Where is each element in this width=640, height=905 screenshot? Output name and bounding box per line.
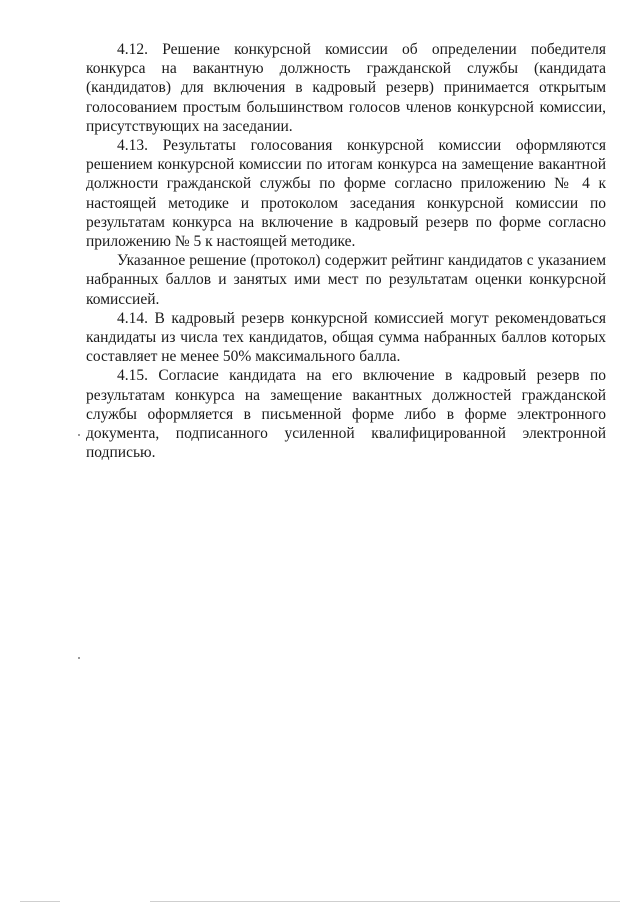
- paragraph-4-12: 4.12. Решение конкурсной комиссии об определении победителя конкурса на вакантную должность гражданской службы (кандидата (кандидатов) для включения в кадровый резерв) принимается открытым голосованием простым большинством голосов членов конкурсной комиссии, присутствующих на заседании.: [86, 41, 606, 135]
- scan-edge-line: [150, 901, 620, 902]
- paragraph-4-14: 4.14. В кадровый резерв конкурсной комиссией могут рекомендоваться кандидаты из числа тех кандидатов, общая сумма набранных баллов которых составляет не менее 50% максимального балла.: [86, 309, 606, 366]
- paragraph-4-13: 4.13. Результаты голосования конкурсной комиссии оформляются решением конкурсной комиссии по итогам конкурса на замещение вакантной должности гражданской службы по форме согласно приложению № 4 к настоящей методике и протоколом заседания конкурсной комиссии по результатам конкурса на включение в кадровый резерв по форме согласно приложению № 5 к настоящей методике.: [86, 137, 606, 251]
- paragraph-decision-rating: Указанное решение (протокол) содержит рейтинг кандидатов с указанием набранных баллов и занятых ими мест по результатам оценки конкурсной комиссией.: [86, 252, 606, 308]
- scan-edge-line: [20, 901, 60, 902]
- scan-artifact-dot: [78, 657, 80, 659]
- document-body: [86, 40, 606, 462]
- paragraph-4-15: 4.15. Согласие кандидата на его включение в кадровый резерв по результатам конкурса на замещение вакантных должностей гражданской службы оформляется в письменной форме либо в форме электронного документа, подписанного усиленной квалифицированной электронной подписью.: [86, 367, 606, 462]
- scan-artifact-dot: [78, 434, 80, 436]
